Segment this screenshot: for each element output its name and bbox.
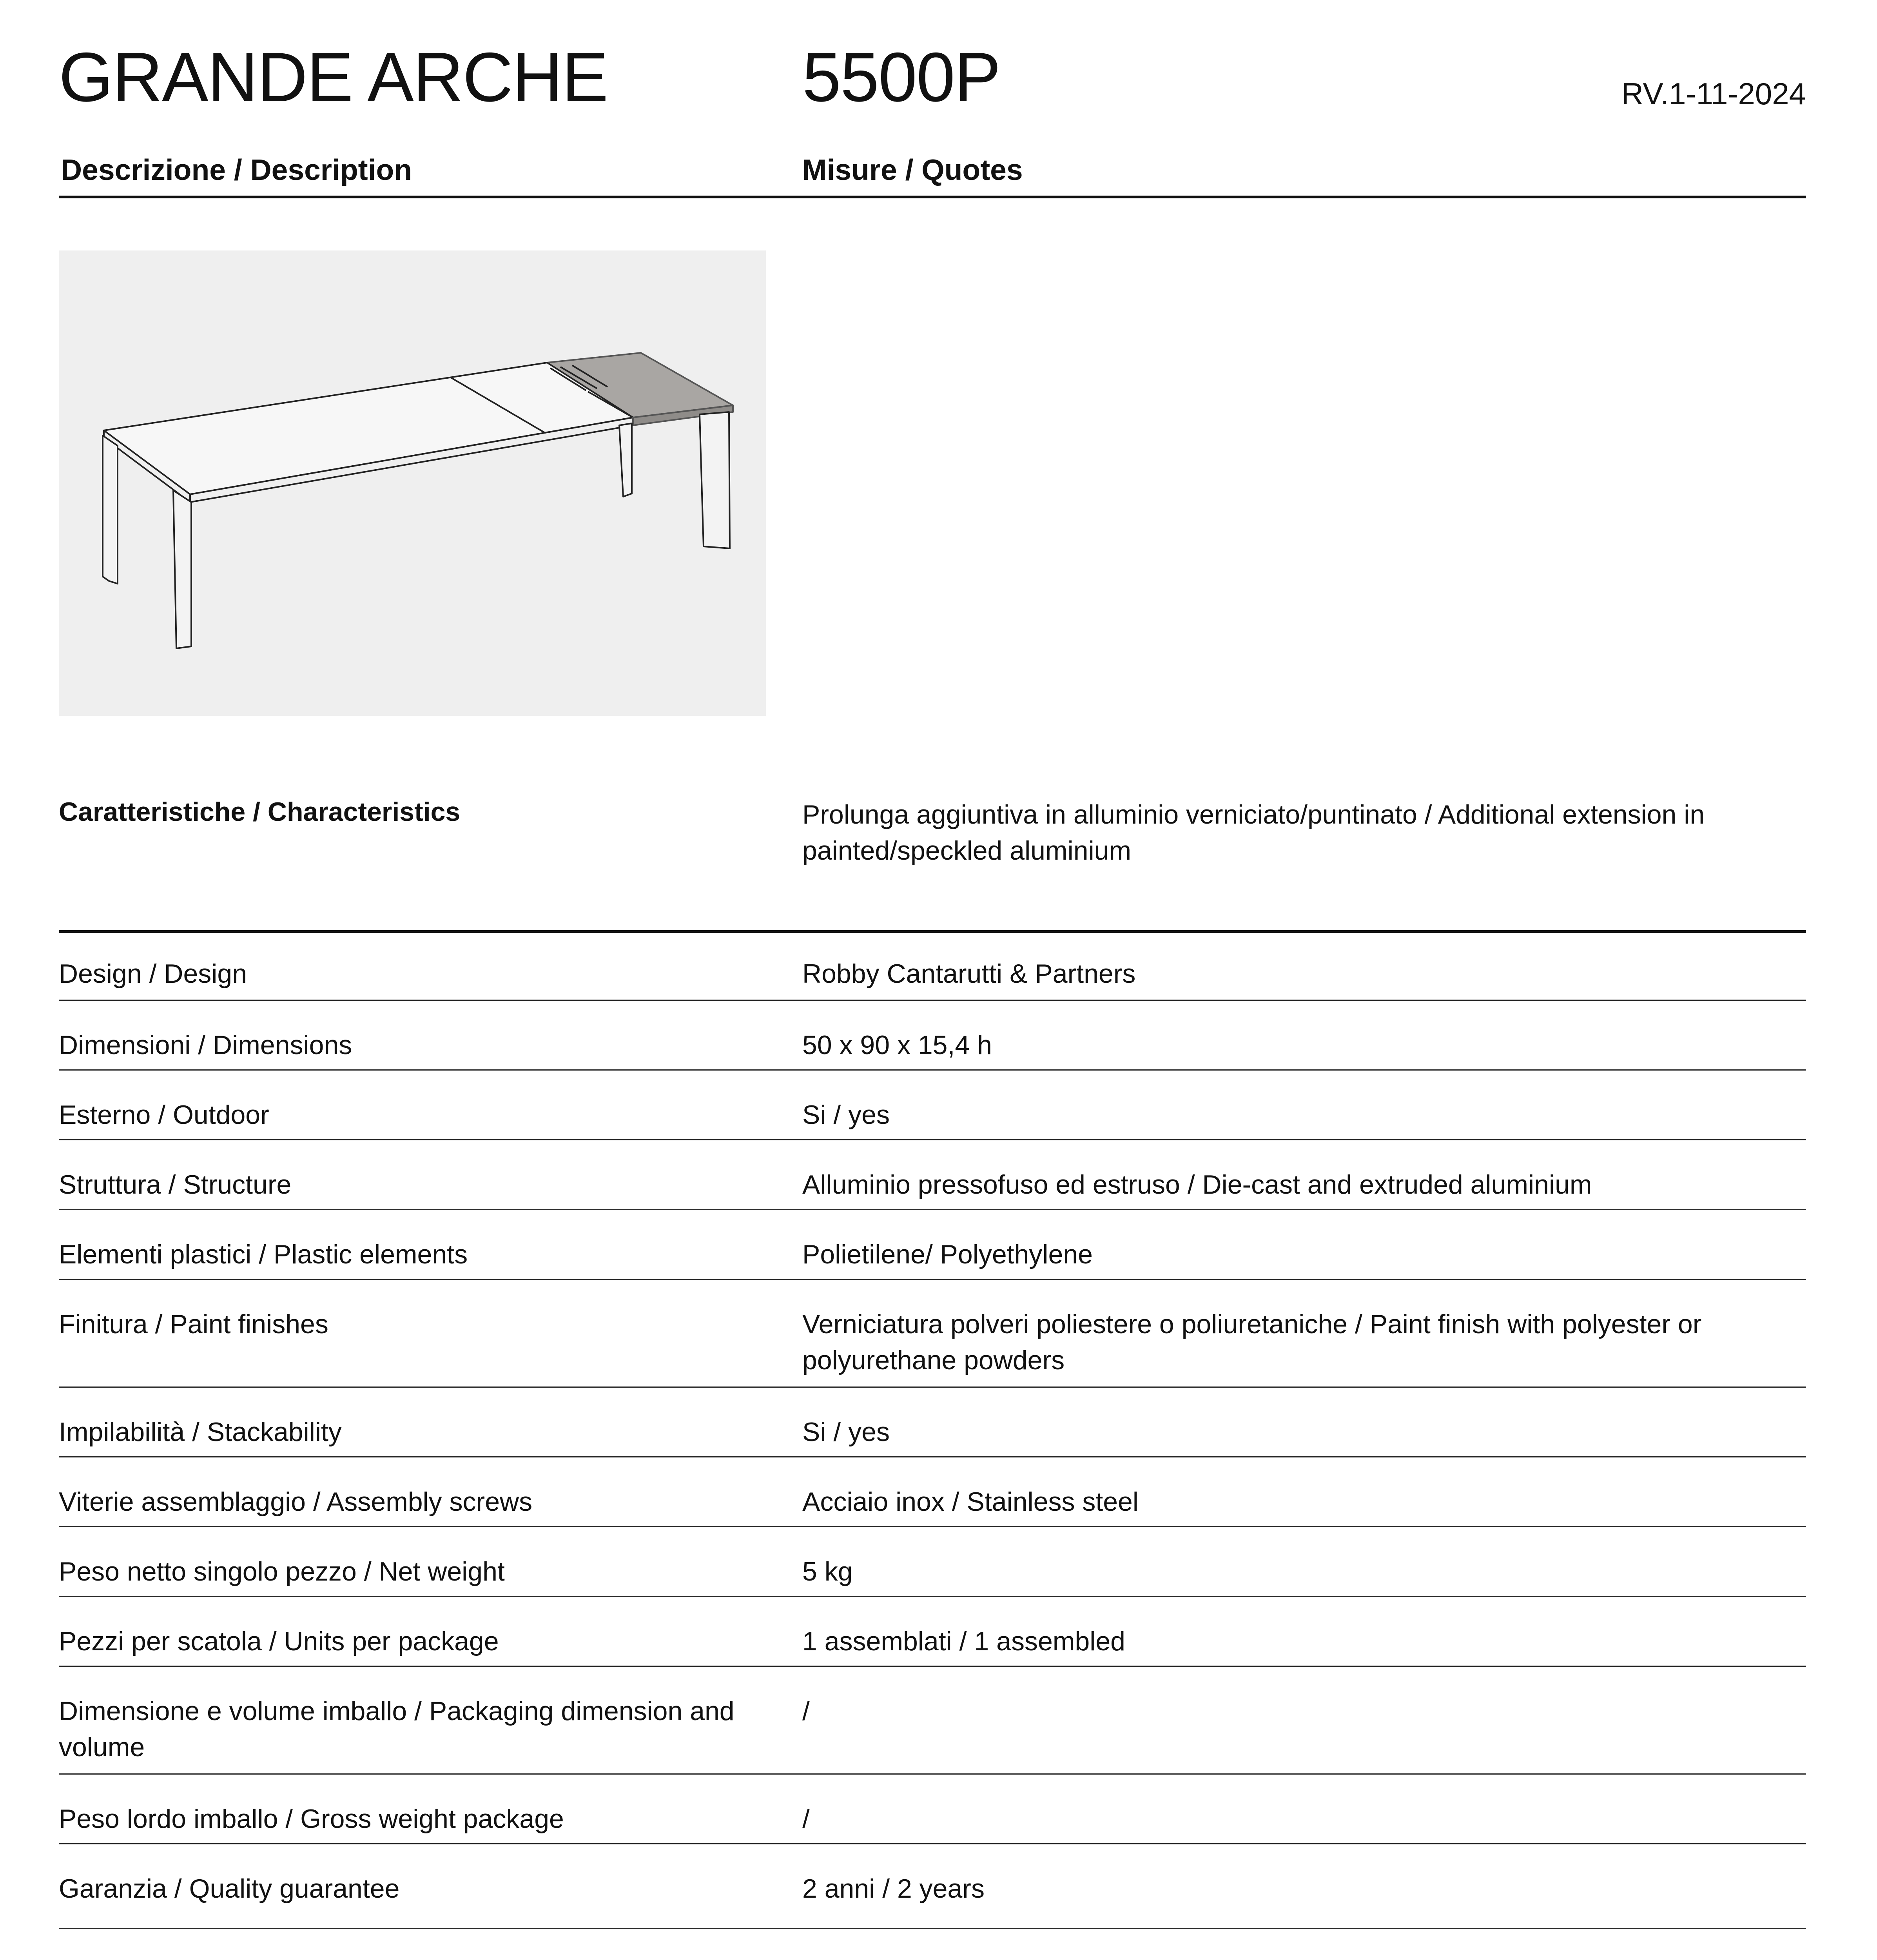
product-code: 5500P [802,38,1000,116]
measures-section-label: Misure / Quotes [802,153,1023,186]
description-section-label: Descrizione / Description [61,153,412,186]
characteristics-value: Prolunga aggiuntiva in alluminio verniciato/puntinato / Additional extension in painted/speckled aluminium [802,800,1705,866]
spec-label: Elementi plastici / Plastic elements [59,1240,468,1269]
spec-value: 50 x 90 x 15,4 h [802,1030,992,1060]
spec-value: 1 assemblati / 1 assembled [802,1626,1125,1656]
spec-value: / [802,1696,810,1726]
spec-label: Struttura / Structure [59,1170,292,1200]
revision-code: RV.1-11-2024 [1621,76,1806,111]
spec-value: / [802,1804,810,1834]
spec-label: Impilabilità / Stackability [59,1417,342,1447]
spec-row-quality-guarantee [59,1844,1806,1929]
spec-label: Peso netto singolo pezzo / Net weight [59,1557,505,1586]
spec-label: Dimensione e volume imballo / Packaging dimension and volume [59,1696,734,1762]
header-divider [59,196,1806,198]
spec-label: Design / Design [59,959,247,989]
spec-label: Finitura / Paint finishes [59,1309,328,1339]
spec-value: 5 kg [802,1557,853,1586]
product-name: GRANDE ARCHE [59,38,608,116]
spec-label: Peso lordo imballo / Gross weight package [59,1804,564,1834]
spec-value: Verniciatura polveri poliestere o poliuretaniche / Paint finish with polyester or polyurethane powders [802,1309,1702,1375]
spec-value: Si / yes [802,1100,890,1130]
product-image [59,250,766,716]
characteristics-label: Caratteristiche / Characteristics [59,797,461,827]
spec-value: 2 anni / 2 years [802,1874,985,1904]
spec-value: Polietilene/ Polyethylene [802,1240,1093,1269]
specifications-table [59,931,1806,1929]
spec-value: Alluminio pressofuso ed estruso / Die-cast and extruded aluminium [802,1170,1592,1200]
spec-value: Robby Cantarutti & Partners [802,959,1136,989]
spec-label: Garanzia / Quality guarantee [59,1874,400,1904]
spec-label: Esterno / Outdoor [59,1100,269,1130]
spec-label: Pezzi per scatola / Units per package [59,1626,499,1656]
spec-label: Viterie assemblaggio / Assembly screws [59,1487,533,1517]
table-with-extension-drawing-icon [59,250,766,716]
spec-label: Dimensioni / Dimensions [59,1030,352,1060]
spec-value: Si / yes [802,1417,890,1447]
spec-value: Acciaio inox / Stainless steel [802,1487,1139,1517]
